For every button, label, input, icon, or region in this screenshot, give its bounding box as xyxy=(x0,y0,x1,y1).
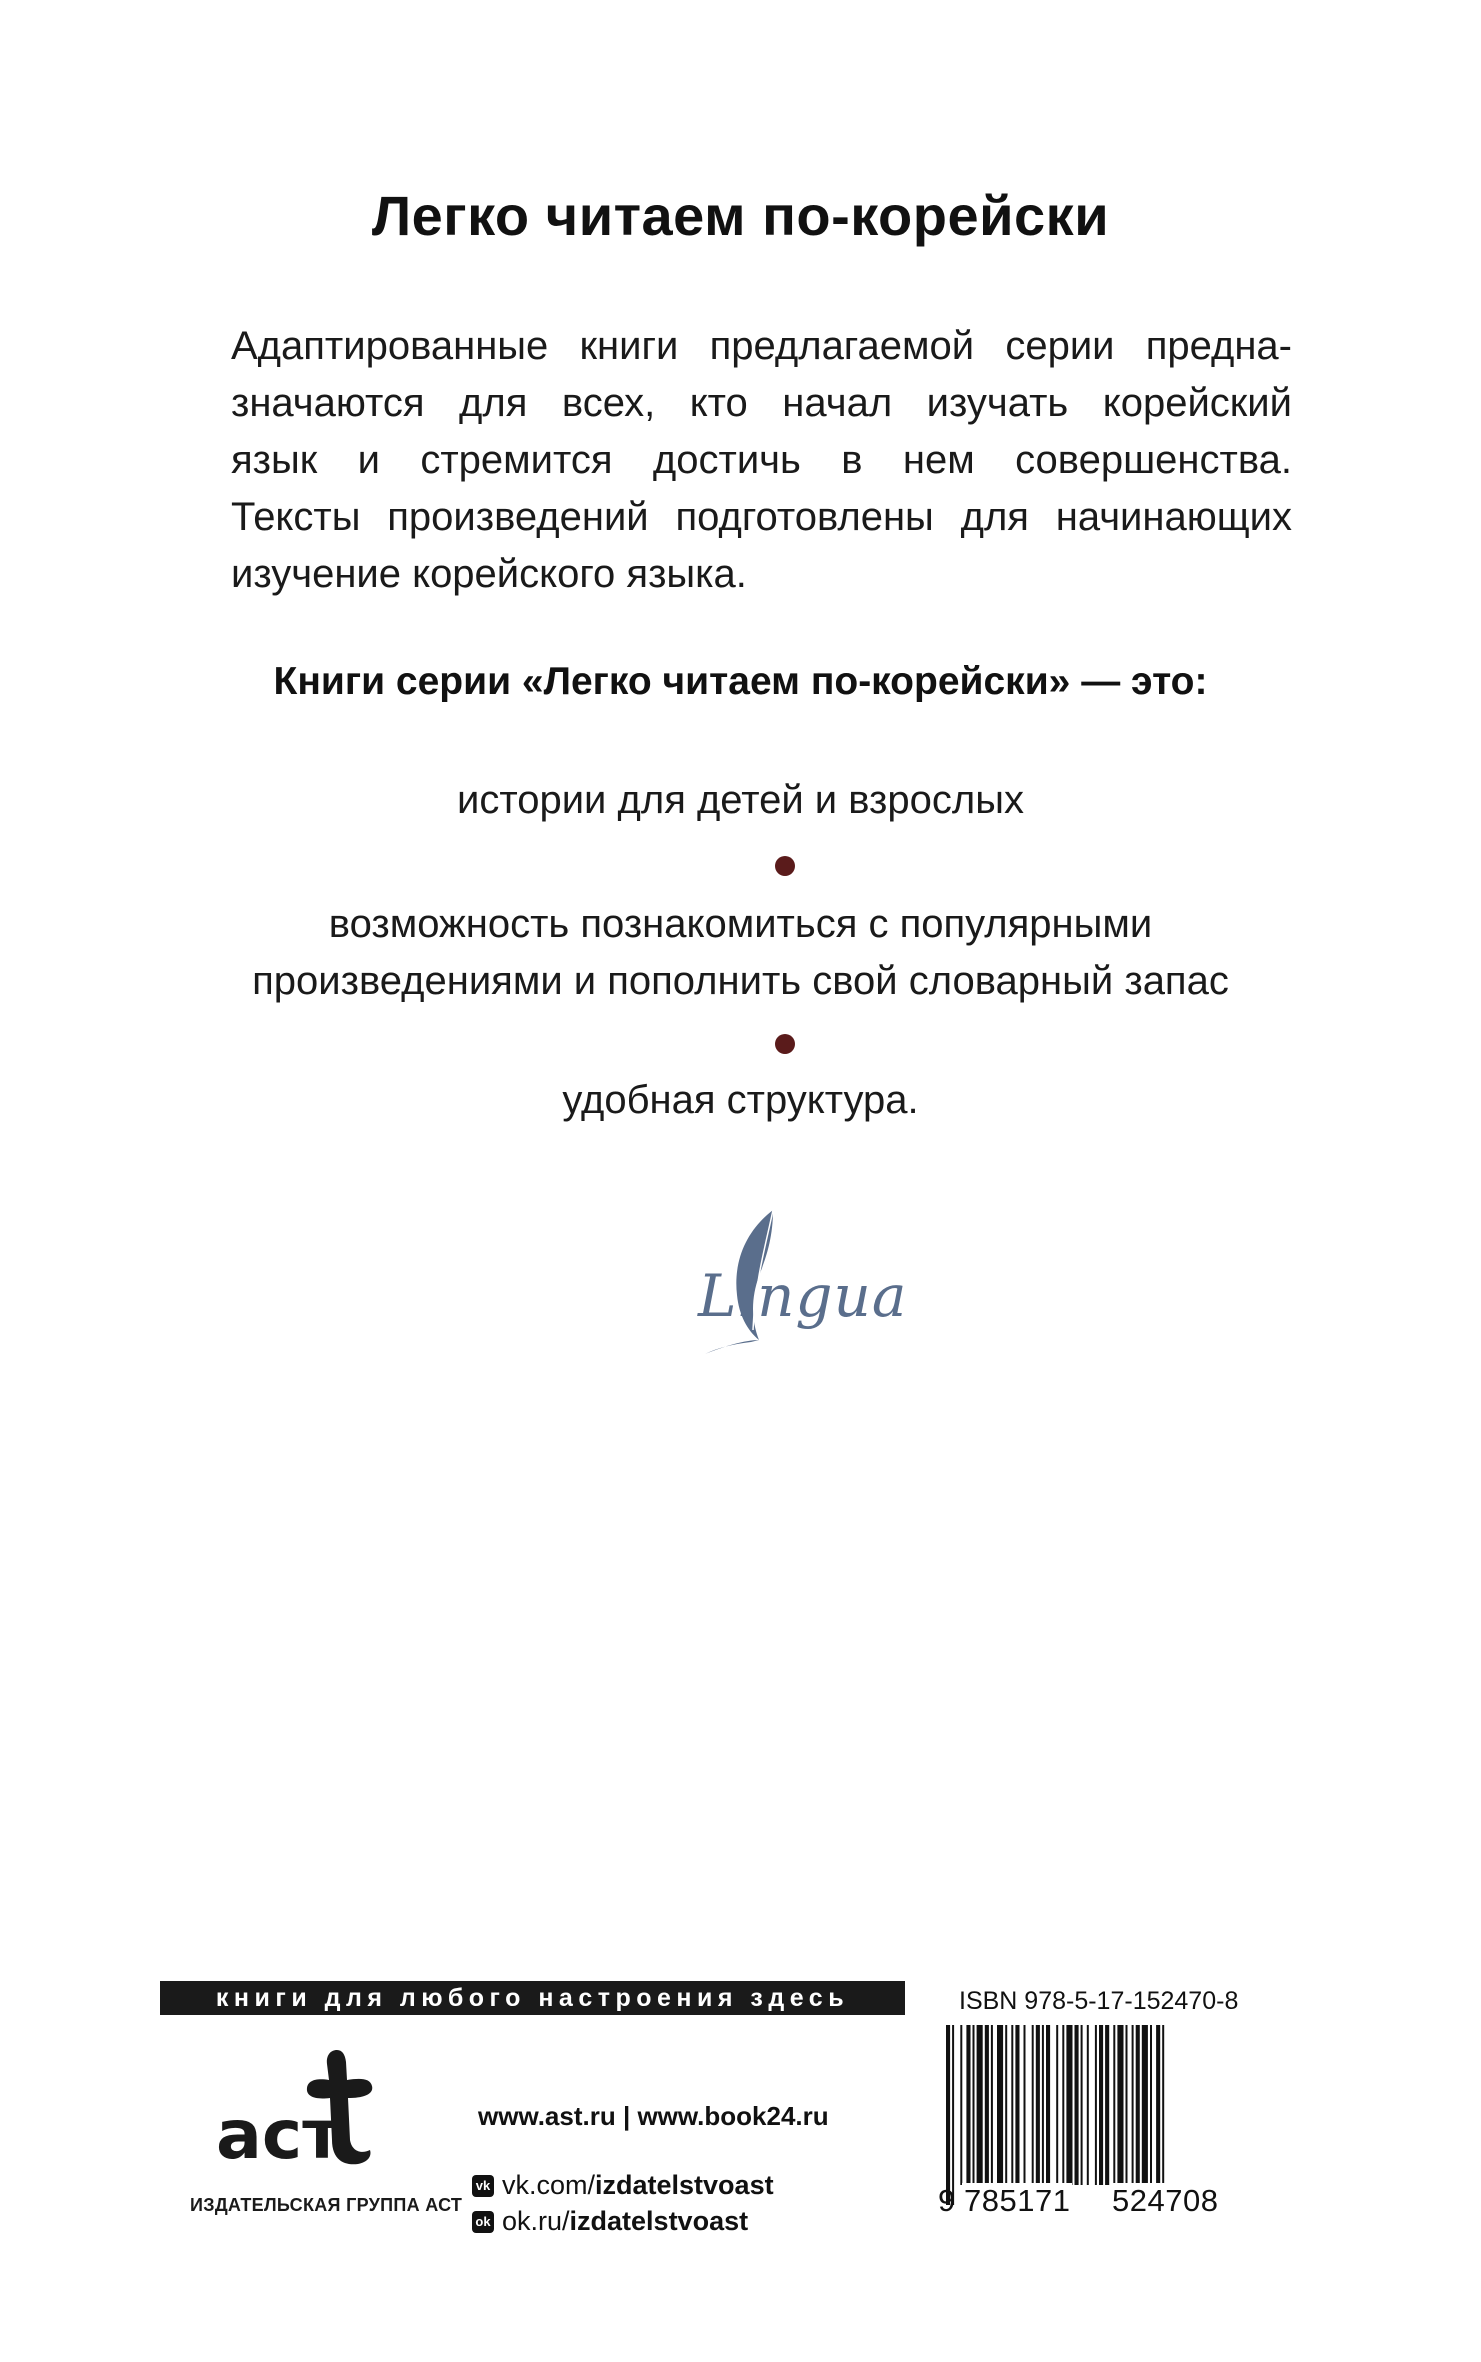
barcode-bar xyxy=(1136,2025,1140,2185)
feature-text: истории для детей и взрослых xyxy=(457,778,1024,822)
intro-line: изучение корейского языка. xyxy=(231,552,747,596)
vk-prefix: vk.com/ xyxy=(502,2170,596,2200)
barcode-bar xyxy=(1046,2025,1050,2185)
barcode-bar xyxy=(1062,2025,1064,2205)
publisher-name: ИЗДАТЕЛЬСКАЯ ГРУППА АСТ xyxy=(190,2195,463,2215)
feature-text: произведениями и пополнить свой словарный запас xyxy=(252,959,1229,1003)
series-subheading: Книги серии «Легко читаем по-корейски» — это: xyxy=(273,660,1208,703)
ok-icon: ok xyxy=(472,2211,494,2233)
barcode-bar xyxy=(1150,2025,1152,2185)
ast-logo-text: аст xyxy=(216,2096,342,2175)
barcode-group-2: 524708 xyxy=(1112,2183,1219,2218)
lingua-logo-text: Lingua xyxy=(698,1262,908,1330)
barcode-bar xyxy=(1015,2025,1019,2185)
barcode-bar xyxy=(991,2025,993,2185)
barcode-bar xyxy=(1162,2025,1164,2205)
feature-item xyxy=(0,1072,1481,1129)
barcode-bar xyxy=(1032,2025,1034,2185)
barcode-bar xyxy=(960,2025,962,2185)
bullet-dot xyxy=(775,856,795,876)
isbn-number: ISBN 978-5-17-152470-8 xyxy=(959,1987,1239,2015)
barcode-bar xyxy=(1081,2025,1083,2185)
vk-link xyxy=(472,2170,774,2201)
page-title: Легко читаем по-корейски xyxy=(371,184,1110,247)
intro-line: язык и стремится достичь в нем совершенства. xyxy=(231,438,1292,482)
barcode-bar xyxy=(977,2025,983,2185)
barcode-bar xyxy=(1005,2025,1007,2185)
barcode-bar xyxy=(1011,2025,1013,2185)
barcode-bar xyxy=(1132,2025,1134,2185)
barcode-bar xyxy=(1105,2025,1109,2185)
barcode-bar xyxy=(1156,2025,1160,2185)
barcode-bar xyxy=(1056,2025,1058,2205)
bullet-dot xyxy=(775,1034,795,1054)
barcode-bar xyxy=(1142,2025,1148,2185)
ok-prefix: ok.ru/ xyxy=(502,2206,570,2236)
barcode-bar xyxy=(1024,2025,1026,2185)
barcode-first-digit: 9 xyxy=(938,2183,956,2218)
vk-handle: izdatelstvoast xyxy=(595,2170,774,2200)
intro-paragraph xyxy=(231,318,1292,603)
barcode-bar xyxy=(952,2025,954,2205)
barcode-bar xyxy=(966,2025,970,2185)
barcode-bar xyxy=(985,2025,989,2185)
intro-line: Адаптированные книги предлагаемой серии предна- xyxy=(231,324,1292,368)
barcode-bar xyxy=(1087,2025,1089,2185)
publisher-tagline: книги для любого настроения здесь xyxy=(160,1981,905,2015)
barcode-bar xyxy=(1075,2025,1079,2185)
feature-text: возможность познакомиться с популярными xyxy=(328,902,1153,946)
intro-line: Тексты произведений подготовлены для начинающих xyxy=(231,495,1292,539)
barcode-group-1: 785171 xyxy=(964,2183,1071,2218)
barcode-bar xyxy=(946,2025,950,2205)
publisher-websites: www.ast.ru | www.book24.ru xyxy=(478,2101,829,2131)
barcode-bar xyxy=(1113,2025,1115,2185)
feature-text: удобная структура. xyxy=(562,1078,919,1122)
barcode-bar xyxy=(1036,2025,1040,2185)
barcode-bar xyxy=(973,2025,975,2185)
barcode-bar xyxy=(1066,2025,1072,2185)
feature-item xyxy=(0,896,1481,1010)
barcode-bar xyxy=(1099,2025,1103,2185)
barcode-bar xyxy=(1126,2025,1128,2185)
ast-logo-icon xyxy=(212,2040,412,2180)
barcode-bar xyxy=(997,2025,1003,2185)
ok-handle: izdatelstvoast xyxy=(569,2206,749,2236)
barcode-bar xyxy=(1042,2025,1044,2185)
intro-line: значаются для всех, кто начал изучать корейский xyxy=(231,381,1292,425)
ok-link xyxy=(472,2206,748,2237)
barcode-bar xyxy=(1117,2025,1123,2185)
feature-item xyxy=(0,772,1481,829)
vk-icon: vk xyxy=(472,2175,494,2197)
barcode-bar xyxy=(1095,2025,1097,2185)
